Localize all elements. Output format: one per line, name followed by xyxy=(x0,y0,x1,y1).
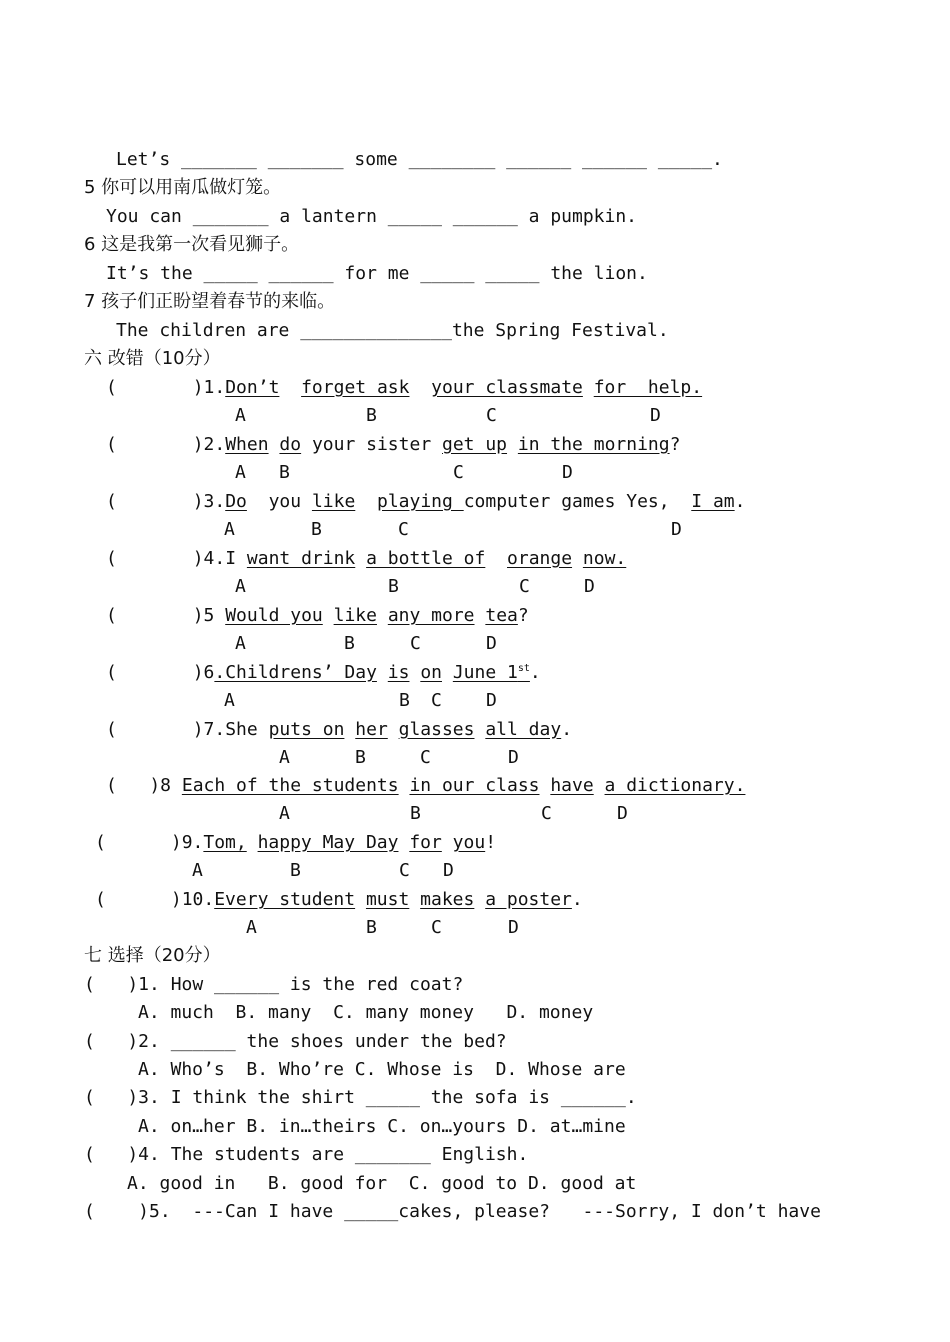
error-item-1: ( )1.Don’t forget ask your classmate for help. xyxy=(106,377,703,398)
error-item-8: ( )8 Each of the students in our class have a dictionary. xyxy=(106,775,746,796)
option-letter-a: A xyxy=(235,405,246,426)
question-6-english: It’s the _____ ______ for me _____ _____ the lion. xyxy=(106,263,648,284)
section-6-title: 六 改错（10分） xyxy=(84,348,221,369)
error-item-6: ( )6.Childrens’ Day is on June 1st. xyxy=(106,662,541,683)
option-letter-c: C xyxy=(486,405,497,426)
option-letter-c: C xyxy=(453,462,464,483)
option-letter-d: D xyxy=(486,633,497,654)
option-letter-b: B xyxy=(290,860,301,881)
option-letter-c: C xyxy=(519,576,530,597)
option-letter-b: B xyxy=(399,690,410,711)
option-letter-a: A xyxy=(246,917,257,938)
choice-question-4: ( )4. The students are _______ English. xyxy=(84,1144,529,1165)
option-letter-d: D xyxy=(443,860,454,881)
choice-question-5: ( )5. ---Can I have _____cakes, please? ---Sorry, I don’t have xyxy=(84,1201,821,1222)
option-letter-b: B xyxy=(366,917,377,938)
option-letter-a: A xyxy=(235,633,246,654)
choice-question-3: ( )3. I think the shirt _____ the sofa is ______. xyxy=(84,1087,637,1108)
option-letter-d: D xyxy=(650,405,661,426)
option-letter-d: D xyxy=(562,462,573,483)
option-letter-b: B xyxy=(279,462,290,483)
option-letter-a: A xyxy=(279,803,290,824)
error-item-10: ( )10.Every student must makes a poster. xyxy=(95,889,583,910)
section-7-title: 七 选择（20分） xyxy=(84,945,221,966)
choice-question-1: ( )1. How ______ is the red coat? xyxy=(84,974,464,995)
choice-question-2: ( )2. ______ the shoes under the bed? xyxy=(84,1031,507,1052)
question-5-english: You can _______ a lantern _____ ______ a pumpkin. xyxy=(106,206,638,227)
option-letter-a: A xyxy=(235,462,246,483)
error-item-5: ( )5 Would you like any more tea? xyxy=(106,605,529,626)
error-item-9: ( )9.Tom, happy May Day for you! xyxy=(95,832,497,853)
choice-options-2: A. Who’s B. Who’re C. Whose is D. Whose are xyxy=(138,1059,626,1080)
option-letter-a: A xyxy=(192,860,203,881)
choice-options-3: A. on…her B. in…theirs C. on…yours D. at…mine xyxy=(138,1116,626,1137)
option-letter-d: D xyxy=(671,519,682,540)
option-letter-a: A xyxy=(279,747,290,768)
option-letter-c: C xyxy=(410,633,421,654)
option-letter-d: D xyxy=(584,576,595,597)
option-letter-c: C xyxy=(420,747,431,768)
question-6-chinese: 6 这是我第一次看见狮子。 xyxy=(84,234,300,255)
error-item-2: ( )2.When do your sister get up in the morning? xyxy=(106,434,681,455)
translation-line-4-english: Let’s _______ _______ some ________ ______ ______ _____. xyxy=(116,149,723,170)
option-letter-c: C xyxy=(431,690,442,711)
option-letter-b: B xyxy=(410,803,421,824)
option-letter-a: A xyxy=(224,519,235,540)
question-5-chinese: 5 你可以用南瓜做灯笼。 xyxy=(84,177,282,198)
option-letter-d: D xyxy=(508,917,519,938)
option-letter-a: A xyxy=(224,690,235,711)
option-letter-a: A xyxy=(235,576,246,597)
option-letter-d: D xyxy=(617,803,628,824)
error-item-3: ( )3.Do you like playing computer games Yes, I am. xyxy=(106,491,746,512)
option-letter-d: D xyxy=(486,690,497,711)
option-letter-c: C xyxy=(541,803,552,824)
choice-options-1: A. much B. many C. many money D. money xyxy=(138,1002,594,1023)
option-letter-b: B xyxy=(388,576,399,597)
option-letter-c: C xyxy=(399,860,410,881)
error-item-4: ( )4.I want drink a bottle of orange now. xyxy=(106,548,627,569)
error-item-7: ( )7.She puts on her glasses all day. xyxy=(106,719,573,740)
option-letter-c: C xyxy=(431,917,442,938)
option-letter-c: C xyxy=(398,519,409,540)
option-letter-b: B xyxy=(366,405,377,426)
option-letter-b: B xyxy=(344,633,355,654)
choice-options-4: A. good in B. good for C. good to D. good at xyxy=(127,1173,637,1194)
option-letter-b: B xyxy=(311,519,322,540)
question-7-english: The children are ______________the Spring Festival. xyxy=(116,320,669,341)
question-7-chinese: 7 孩子们正盼望着春节的来临。 xyxy=(84,291,336,312)
option-letter-b: B xyxy=(355,747,366,768)
option-letter-d: D xyxy=(508,747,519,768)
